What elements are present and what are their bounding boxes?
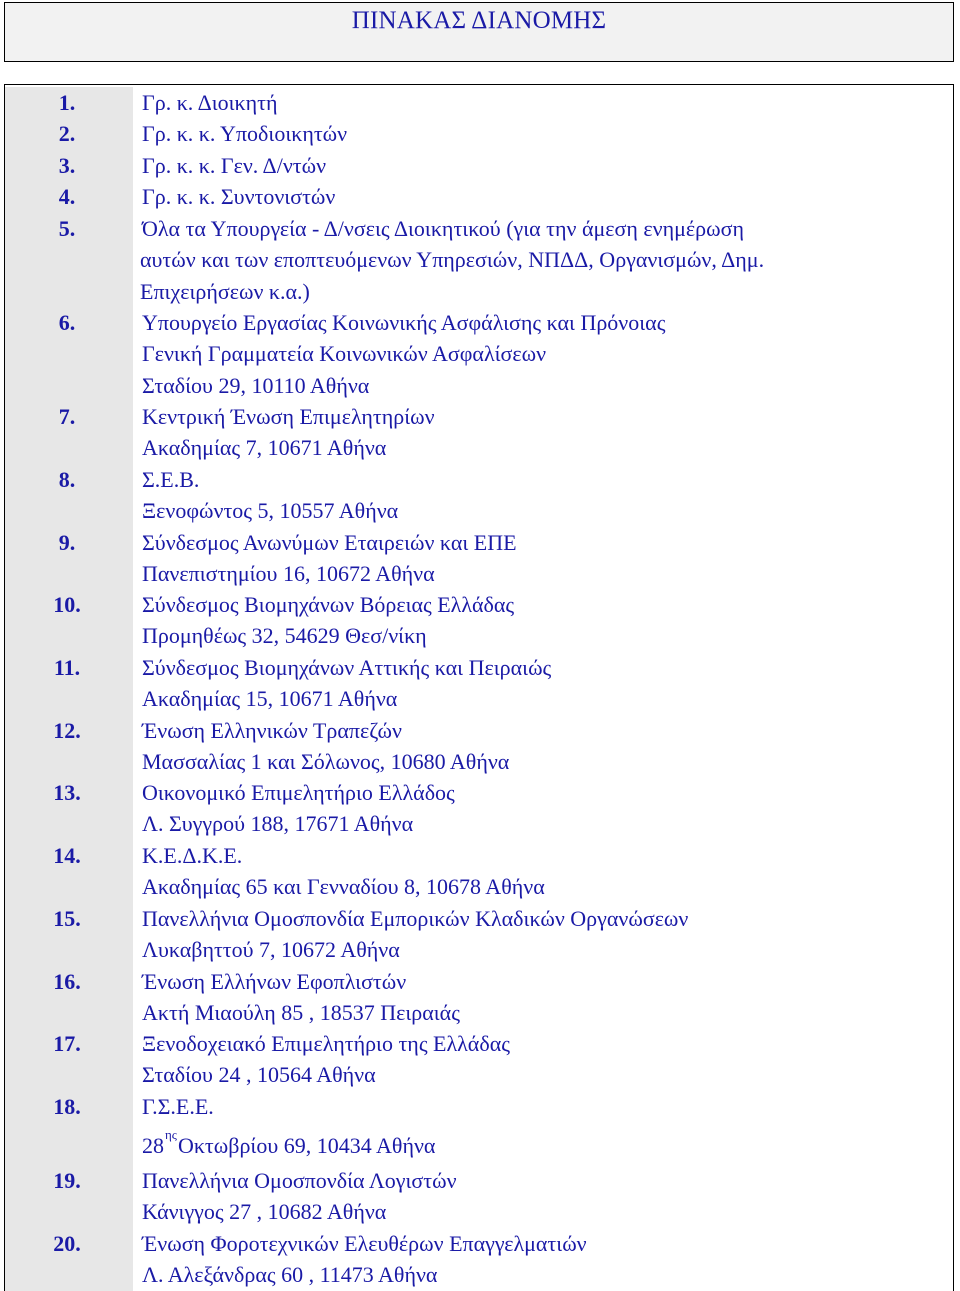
item-number: 8. (58, 467, 76, 492)
recipient-name: Σύνδεσμος Βιομηχάνων Αττικής και Πειραιώς (142, 655, 552, 680)
item-text (142, 589, 942, 652)
item-number: 5. (58, 216, 76, 241)
recipient-address: Μασσαλίας 1 και Σόλωνος, 10680 Αθήνα (142, 749, 510, 775)
recipient-address: Ακαδημίας 7, 10671 Αθήνα (142, 435, 387, 461)
recipient-address: Λ. Συγγρού 188, 17671 Αθήνα (142, 811, 414, 837)
item-number: 3. (58, 153, 76, 178)
recipient-address: Λυκαβηττού 7, 10672 Αθήνα (142, 937, 400, 963)
recipient-address: Ξενοφώντος 5, 10557 Αθήνα (142, 498, 399, 524)
page-title: ΠΙΝΑΚΑΣ ΔΙΑΝΟΜΗΣ (351, 7, 607, 34)
item-number: 10. (53, 592, 81, 617)
recipient-name: Ξενοδοχειακό Επιμελητήριο της Ελλάδας (142, 1031, 510, 1056)
recipient-address: Επιχειρήσεων κ.α.) (140, 278, 310, 304)
recipient-name: Πανελλήνια Ομοσπονδία Λογιστών (142, 1168, 457, 1193)
item-number: 20. (53, 1231, 81, 1256)
recipient-name: Ένωση Ελληνικών Τραπεζών (142, 718, 402, 743)
recipient-name: Γρ. κ. κ. Συντονιστών (142, 184, 336, 209)
recipient-name: Ένωση Φοροτεχνικών Ελευθέρων Επαγγελματιών (142, 1231, 587, 1256)
item-text (142, 464, 942, 527)
recipient-address: Ακαδημίας 15, 10671 Αθήνα (142, 686, 398, 712)
item-number: 13. (53, 780, 81, 805)
item-number: 1. (58, 90, 76, 115)
item-number: 9. (58, 530, 76, 555)
address-street: Οκτωβρίου 69, 10434 Αθήνα (177, 1133, 436, 1159)
item-number: 16. (53, 969, 81, 994)
recipient-name: Σ.Ε.Β. (142, 467, 200, 492)
recipient-address: Λ. Αλεξάνδρας 60 , 11473 Αθήνα (142, 1262, 438, 1288)
ordinal-suffix: ης (165, 1127, 177, 1143)
item-number: 12. (53, 718, 81, 743)
item-number: 18. (53, 1094, 81, 1119)
title-box (4, 2, 954, 62)
item-text (142, 1091, 942, 1165)
recipient-address: Σταδίου 24 , 10564 Αθήνα (142, 1062, 376, 1088)
recipient-address: Σταδίου 29, 10110 Αθήνα (142, 372, 370, 398)
recipient-name: Γ.Σ.Ε.Ε. (142, 1094, 214, 1119)
item-text (142, 527, 942, 590)
recipient-address: Ακτή Μιαούλη 85 , 18537 Πειραιάς (142, 1000, 460, 1026)
item-number: 7. (58, 404, 76, 429)
item-text (142, 307, 942, 401)
item-text (142, 777, 942, 840)
item-text (142, 1228, 942, 1291)
item-text (142, 181, 942, 212)
recipient-address: Προμηθέως 32, 54629 Θεσ/νίκη (142, 623, 427, 649)
item-number: 11. (53, 655, 81, 680)
item-number: 17. (53, 1031, 81, 1056)
item-number: 4. (58, 184, 76, 209)
item-text (142, 118, 942, 149)
recipient-name: Όλα τα Υπουργεία - Δ/νσεις Διοικητικού (για την άμεση ενημέρωση (142, 216, 744, 241)
recipient-name: Οικονομικό Επιμελητήριο Ελλάδος (142, 780, 455, 805)
recipient-name: Πανελλήνια Ομοσπονδία Εμπορικών Κλαδικών Οργανώσεων (142, 906, 689, 931)
recipient-name: Κ.Ε.Δ.Κ.Ε. (142, 843, 243, 868)
recipient-address: Κάνιγγος 27 , 10682 Αθήνα (142, 1199, 387, 1225)
item-text (142, 87, 942, 118)
recipient-name: Γρ. κ. κ. Γεν. Δ/ντών (142, 153, 327, 178)
item-text (142, 715, 942, 778)
item-text (142, 1028, 942, 1091)
recipient-name: Γρ. κ. Διοικητή (142, 90, 278, 115)
item-number: 6. (58, 310, 76, 335)
item-text (142, 840, 942, 903)
recipient-name: Υπουργείο Εργασίας Κοινωνικής Ασφάλισης και Πρόνοιας (142, 310, 666, 335)
item-text (142, 150, 942, 181)
item-text (142, 1165, 942, 1228)
item-text (142, 903, 942, 966)
recipient-name: Γρ. κ. κ. Υποδιοικητών (142, 121, 348, 146)
item-number: 19. (53, 1168, 81, 1193)
recipient-name: Κεντρική Ένωση Επιμελητηρίων (142, 404, 435, 429)
item-number: 15. (53, 906, 81, 931)
recipient-address: Πανεπιστημίου 16, 10672 Αθήνα (142, 561, 435, 587)
item-number: 14. (53, 843, 81, 868)
recipient-address: αυτών και των εποπτευόμενων Υπηρεσιών, ΝΠΔΔ, Οργανισμών, Δημ. (140, 247, 765, 273)
recipient-address: Γενική Γραμματεία Κοινωνικών Ασφαλίσεων (142, 341, 547, 367)
item-text (142, 652, 942, 715)
recipient-name: Σύνδεσμος Ανωνύμων Εταιρειών και ΕΠΕ (142, 530, 517, 555)
recipient-address (142, 1127, 942, 1164)
item-text (142, 401, 942, 464)
item-number: 2. (58, 121, 76, 146)
recipient-address: Ακαδημίας 65 και Γενναδίου 8, 10678 Αθήνα (142, 874, 545, 900)
item-text (142, 213, 942, 307)
address-number: 28 (142, 1133, 164, 1159)
item-text (142, 966, 942, 1029)
recipient-name: Ένωση Ελλήνων Εφοπλιστών (142, 969, 407, 994)
recipient-name: Σύνδεσμος Βιομηχάνων Βόρειας Ελλάδας (142, 592, 515, 617)
